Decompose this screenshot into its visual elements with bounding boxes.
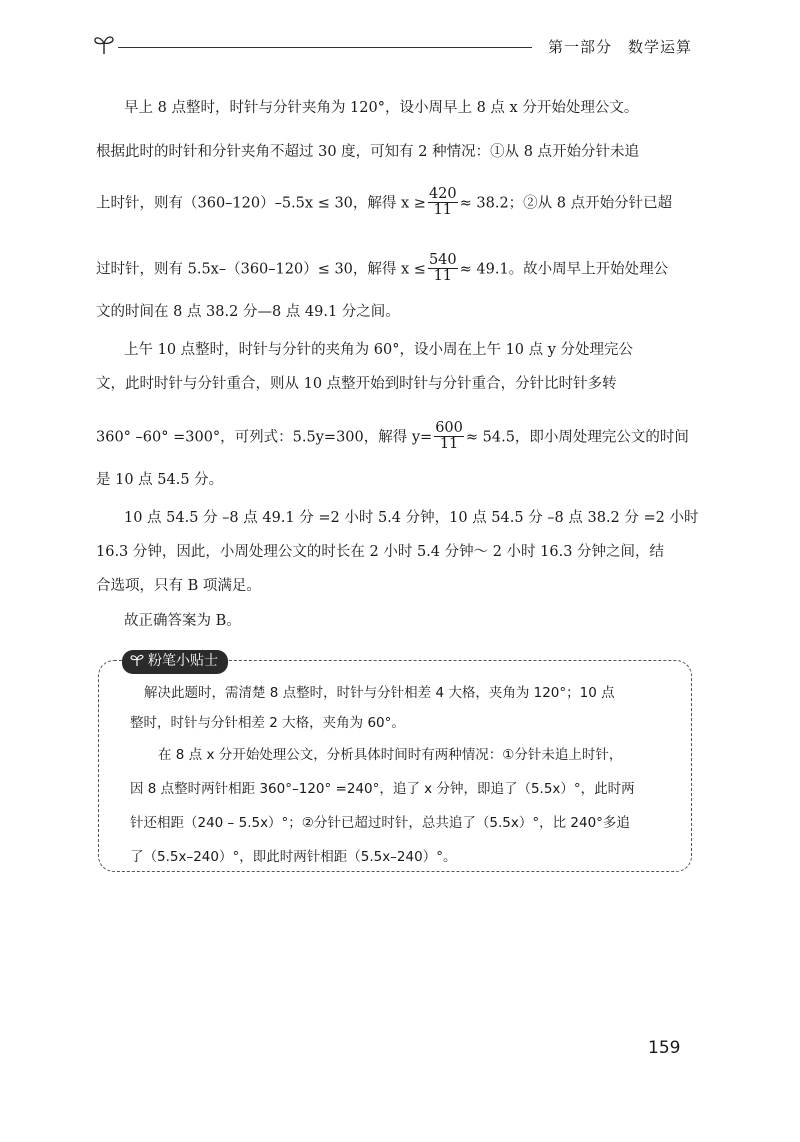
- text-segment: ≈ 38.2；②从 8 点开始分针已超: [459, 195, 673, 212]
- text-line: 16.3 分钟，因此，小周处理公文的时长在 2 小时 5.4 分钟～ 2 小时 16.3 分钟之间，结: [96, 544, 665, 560]
- fraction-denominator: 11: [439, 436, 459, 452]
- fraction: [428, 253, 458, 284]
- text-segment: 上时针，则有（360–120）–5.5x ≤ 30，解得 x ≥: [96, 195, 426, 212]
- text-segment: 360° –60° =300°，可列式：5.5y=300，解得 y=: [96, 429, 433, 446]
- fraction-numerator: 540: [428, 252, 457, 268]
- text-line: 上午 10 点整时，时针与分针的夹角为 60°，设小周在上午 10 点 y 分处理完公: [124, 342, 634, 358]
- fraction-denominator: 11: [433, 268, 453, 284]
- text-segment: ≈ 49.1。故小周早上开始处理公: [459, 261, 669, 278]
- sprout-icon: [130, 653, 144, 667]
- text-line: 10 点 54.5 分 –8 点 49.1 分 =2 小时 5.4 分钟，10 点 54.5 分 –8 点 38.2 分 =2 小时: [124, 510, 699, 526]
- text-segment: ≈ 54.5，即小周处理完公文的时间: [465, 429, 689, 446]
- text-line: [96, 186, 673, 218]
- text-line: 解决此题时，需清楚 8 点整时，时针与分针相差 4 大格，夹角为 120°；10 点: [144, 685, 615, 701]
- text-line: 在 8 点 x 分开始处理公文，分析具体时间时有两种情况：①分针未追上时针，: [158, 747, 623, 763]
- text-line: 文，此时时针与分针重合，则从 10 点整开始到时针与分针重合，分针比时针多转: [96, 376, 617, 392]
- text-line: 文的时间在 8 点 38.2 分—8 点 49.1 分之间。: [96, 304, 400, 320]
- tip-label-text: 粉笔小贴士: [148, 653, 218, 669]
- section-title: 第一部分 数学运算: [547, 38, 692, 56]
- text-line: 针还相距（240 – 5.5x）°；②分针已超过时针，总共追了（5.5x）°，比 240°多追: [130, 815, 630, 831]
- text-line: 根据此时的时针和分针夹角不超过 30 度，可知有 2 种情况：①从 8 点开始分针未追: [96, 144, 640, 160]
- sprout-icon: [92, 32, 116, 56]
- fraction-denominator: 11: [433, 202, 453, 218]
- header-rule: [118, 47, 532, 48]
- text-line: 早上 8 点整时，时针与分针夹角为 120°，设小周早上 8 点 x 分开始处理公文。: [124, 100, 639, 116]
- page-number: 159: [648, 1038, 681, 1058]
- text-line: 了（5.5x–240）°，即此时两针相距（5.5x–240）°。: [130, 849, 457, 865]
- page-header: [92, 30, 702, 64]
- text-line: 是 10 点 54.5 分。: [96, 472, 224, 488]
- text-line: 故正确答案为 B。: [124, 613, 241, 629]
- text-line: [96, 420, 689, 452]
- text-line: 整时，时针与分针相差 2 大格，夹角为 60°。: [130, 715, 405, 731]
- text-segment: 过时针，则有 5.5x–（360–120）≤ 30，解得 x ≤: [96, 261, 426, 278]
- text-line: 因 8 点整时两针相距 360°–120° =240°，追了 x 分钟，即追了（5.5x）°，此时两: [130, 781, 635, 797]
- text-line: 合选项，只有 B 项满足。: [96, 578, 261, 594]
- fraction-numerator: 600: [435, 420, 463, 436]
- tip-label: [122, 650, 228, 674]
- fraction-numerator: 420: [428, 186, 457, 202]
- fraction: [428, 187, 458, 218]
- text-line: [96, 252, 669, 284]
- fraction: [434, 421, 464, 452]
